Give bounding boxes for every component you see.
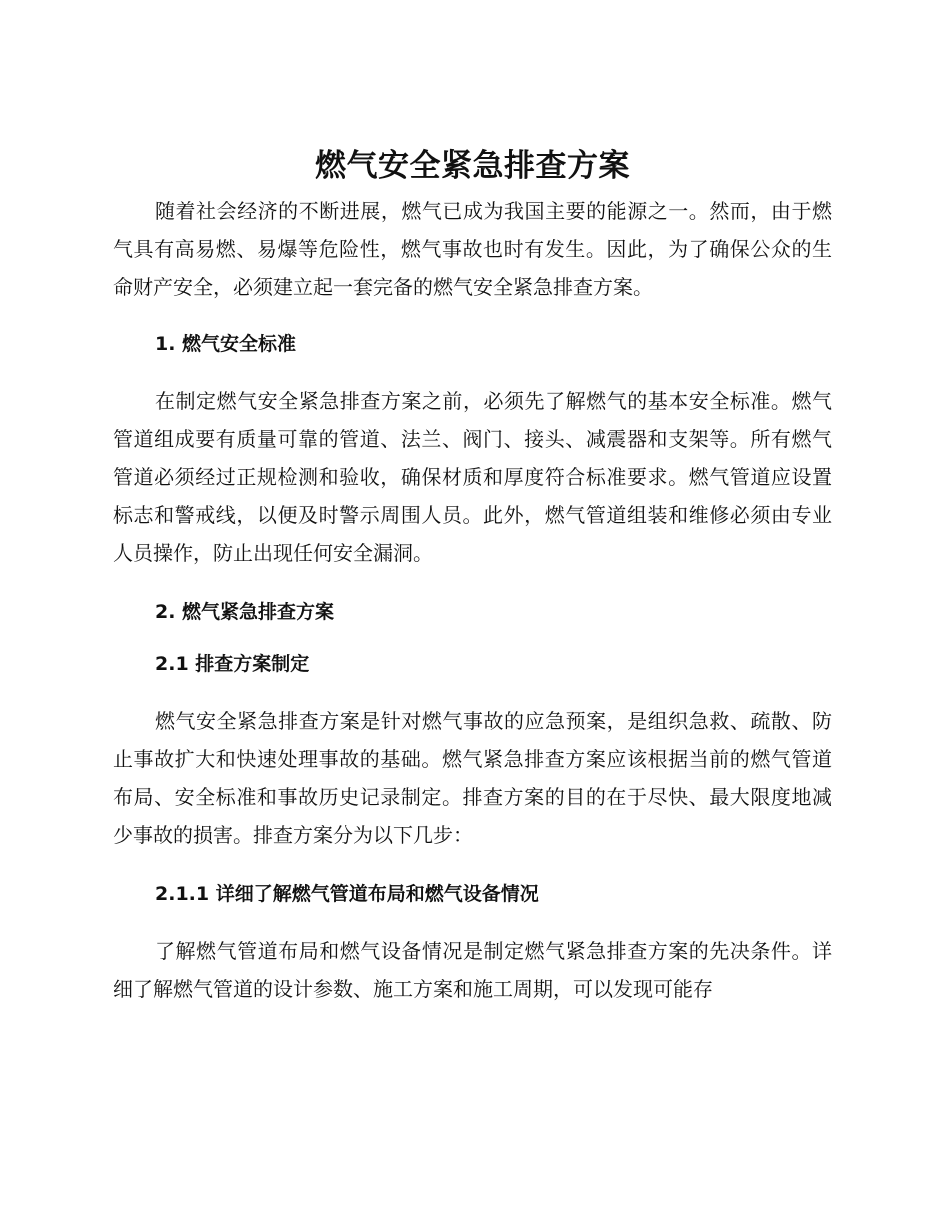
document-title: 燃气安全紧急排查方案 bbox=[315, 148, 630, 184]
section-heading-emergency-plan: 2. 燃气紧急排查方案 bbox=[155, 601, 335, 623]
intro-paragraph: 随着社会经济的不断进展，燃气已成为我国主要的能源之一。然而，由于燃气具有高易燃、易爆等危险性，燃气事故也时有发生。因此，为了确保公众的生命财产安全，必须建立起一套完备的燃气安全紧急排查方案。 bbox=[113, 199, 832, 299]
section-paragraph-safety-standards: 在制定燃气安全紧急排查方案之前，必须先了解燃气的基本安全标准。燃气管道组成要有质量可靠的管道、法兰、阀门、接头、减震器和支架等。所有燃气管道必须经过正规检测和验收，确保材质和厚度符合标准要求。燃气管道应设置标志和警戒线，以便及时警示周围人员。此外，燃气管道组装和维修必须由专业人员操作，防止出现任何安全漏洞。 bbox=[113, 389, 832, 565]
section-paragraph-pipeline-layout: 了解燃气管道布局和燃气设备情况是制定燃气紧急排查方案的先决条件。详细了解燃气管道的设计参数、施工方案和施工周期，可以发现可能存 bbox=[113, 939, 832, 1001]
section-heading-plan-formulation: 2.1 排查方案制定 bbox=[155, 653, 310, 675]
section-heading-safety-standards: 1. 燃气安全标准 bbox=[155, 333, 297, 355]
section-paragraph-plan-formulation: 燃气安全紧急排查方案是针对燃气事故的应急预案，是组织急救、疏散、防止事故扩大和快速处理事故的基础。燃气紧急排查方案应该根据当前的燃气管道布局、安全标准和事故历史记录制定。排查方案的目的在于尽快、最大限度地减少事故的损害。排查方案分为以下几步： bbox=[113, 709, 832, 847]
section-heading-pipeline-layout: 2.1.1 详细了解燃气管道布局和燃气设备情况 bbox=[155, 883, 539, 905]
